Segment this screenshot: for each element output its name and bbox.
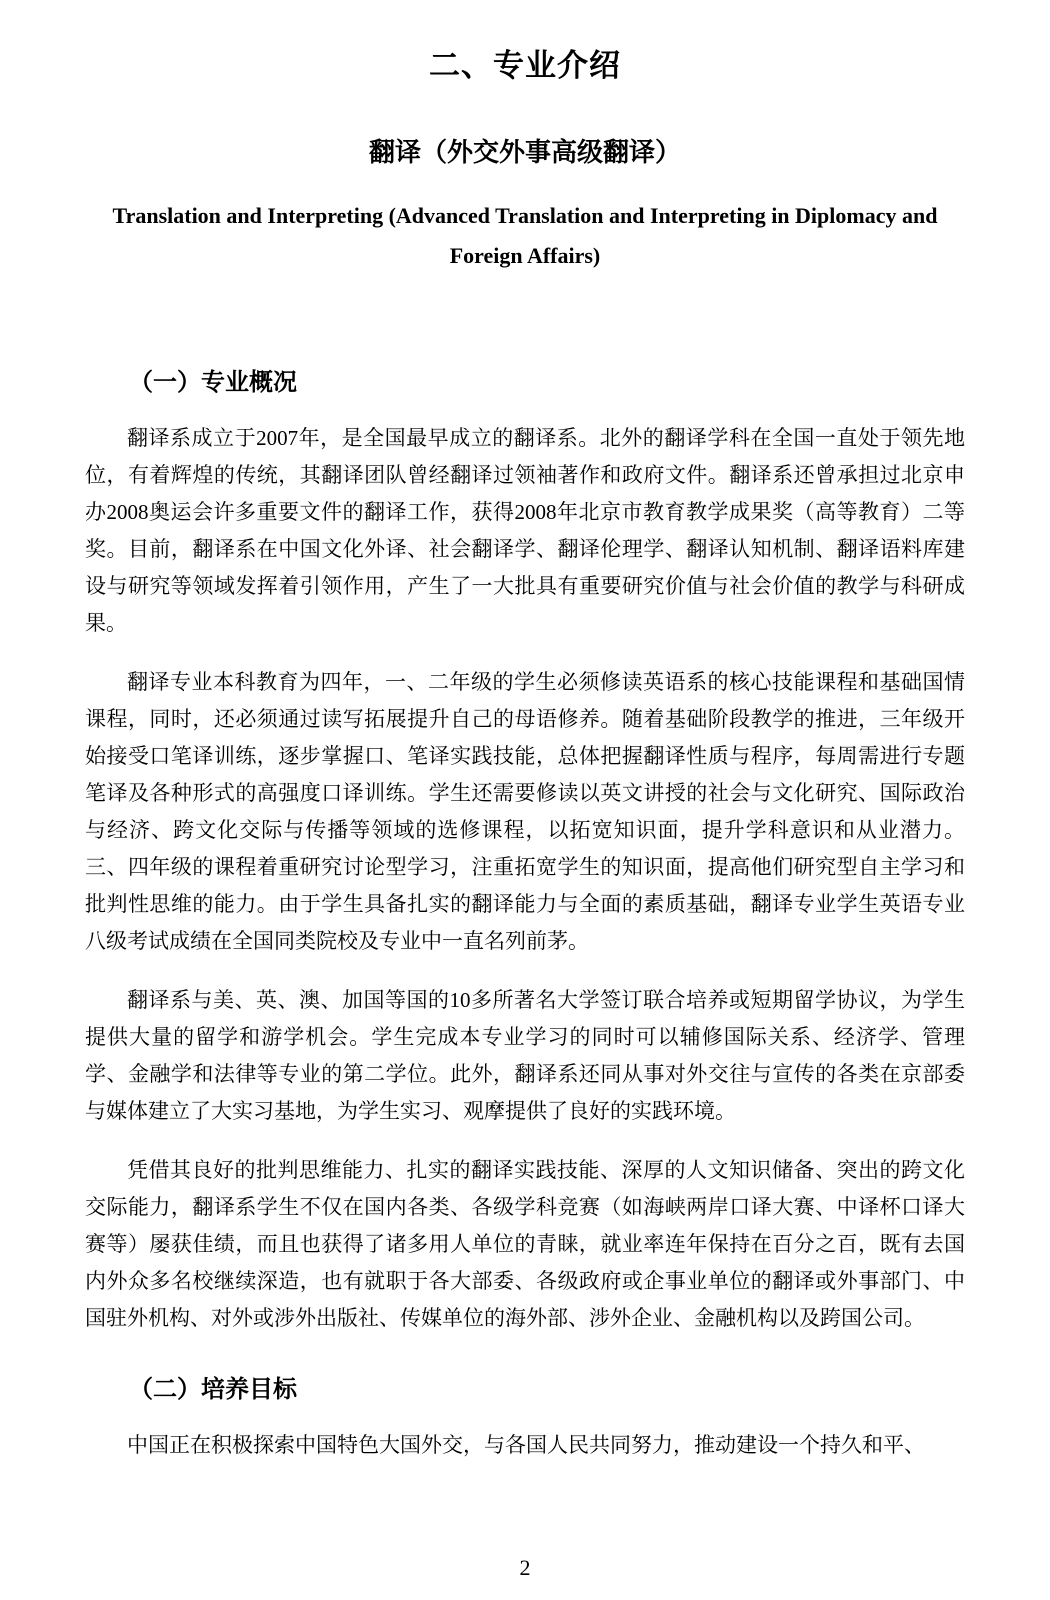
section-heading-training-objectives: （二）培养目标 bbox=[129, 1376, 297, 1403]
page-title: 二、专业介绍 bbox=[429, 48, 621, 83]
section-heading-overview: （一）专业概况 bbox=[129, 369, 297, 396]
overview-paragraph-2: 翻译专业本科教育为四年，一、二年级的学生必须修读英语系的核心技能课程和基础国情课程，同时，还必须通过读写拓展提升自己的母语修养。随着基础阶段教学的推进，三年级开始接受口笔译训练，逐步掌握口、笔译实践技能，总体把握翻译性质与程序，每周需进行专题笔译及各种形式的高强度口译训练。学生还需要修读以英文讲授的社会与文化研究、国际政治与经济、跨文化交际与传播等领域的选修课程，以拓宽知识面，提升学科意识和从业潜力。三、四年级的课程着重研究讨论型学习，注重拓宽学生的知识面，提高他们研究型自主学习和批判性思维的能力。由于学生具备扎实的翻译能力与全面的素质基础，翻译专业学生英语专业八级考试成绩在全国同类院校及专业中一直名列前茅。 bbox=[85, 670, 965, 953]
document-body bbox=[0, 368, 1050, 1464]
major-title-english: Translation and Interpreting (Advanced Translation and Interpreting in Diplomacy and Foreign Affairs) bbox=[112, 203, 938, 268]
page-number: 2 bbox=[519, 1555, 531, 1580]
overview-paragraph-3: 翻译系与美、英、澳、加国等国的10多所著名大学签订联合培养或短期留学协议，为学生提供大量的留学和游学机会。学生完成本专业学习的同时可以辅修国际关系、经济学、管理学、金融学和法律等专业的第二学位。此外，翻译系还同从事对外交往与宣传的各类在京部委与媒体建立了大实习基地，为学生实习、观摩提供了良好的实践环境。 bbox=[85, 988, 965, 1123]
overview-paragraph-1: 翻译系成立于2007年，是全国最早成立的翻译系。北外的翻译学科在全国一直处于领先地位，有着辉煌的传统，其翻译团队曾经翻译过领袖著作和政府文件。翻译系还曾承担过北京申办2008奥运会许多重要文件的翻译工作，获得2008年北京市教育教学成果奖（高等教育）二等奖。目前，翻译系在中国文化外译、社会翻译学、翻译伦理学、翻译认知机制、翻译语料库建设与研究等领域发挥着引领作用，产生了一大批具有重要研究价值与社会价值的教学与科研成果。 bbox=[85, 426, 965, 635]
major-title-chinese: 翻译（外交外事高级翻译） bbox=[368, 137, 681, 167]
overview-paragraph-4: 凭借其良好的批判思维能力、扎实的翻译实践技能、深厚的人文知识储备、突出的跨文化交际能力，翻译系学生不仅在国内各类、各级学科竞赛（如海峡两岸口译大赛、中译杯口译大赛等）屡获佳绩，而且也获得了诸多用人单位的青睐，就业率连年保持在百分之百，既有去国内外众多名校继续深造，也有就职于各大部委、各级政府或企事业单位的翻译或外事部门、中国驻外机构、对外或涉外出版社、传媒单位的海外部、涉外企业、金融机构以及跨国公司。 bbox=[85, 1158, 965, 1330]
training-objectives-paragraph-1: 中国正在积极探索中国特色大国外交，与各国人民共同努力，推动建设一个持久和平、 bbox=[127, 1433, 925, 1457]
